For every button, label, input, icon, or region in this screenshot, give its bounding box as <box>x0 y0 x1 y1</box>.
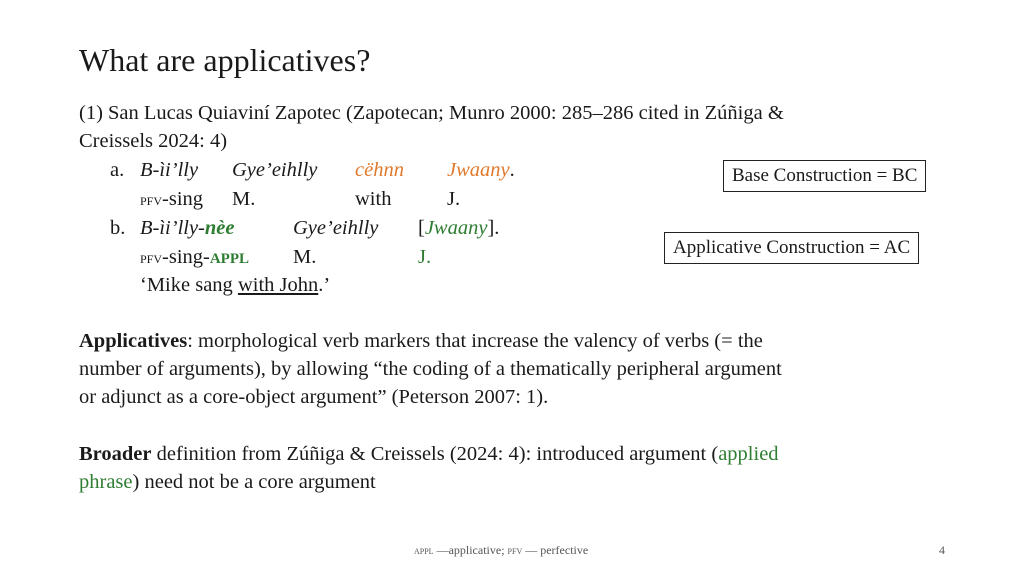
page-number: 4 <box>939 543 945 557</box>
example-a-word1: B-ìi’lly <box>140 159 199 181</box>
example-a-word3: cëhnn <box>355 159 404 181</box>
footer-pfv: pfv <box>507 545 523 557</box>
base-construction-box: Base Construction = BC <box>723 160 926 192</box>
term-broader: Broader <box>79 443 152 465</box>
broader-text1: definition from Zúñiga & Creissels (2024: 4): introduced argument ( <box>151 443 719 465</box>
applicative-construction-box: Applicative Construction = AC <box>664 232 919 264</box>
footer-pfv-gloss: — perfective <box>522 543 589 557</box>
definition-line2: number of arguments), by allowing “the coding of a thematically peripheral argument <box>79 358 782 380</box>
footer-abbreviations <box>414 543 588 558</box>
example-b-word3-group <box>418 217 499 240</box>
translation <box>140 274 330 297</box>
example-b-word3: Jwaany <box>424 217 488 239</box>
broader-line1 <box>79 443 779 466</box>
example-a-gloss1 <box>140 188 203 211</box>
appl-gloss: APPL <box>209 251 250 267</box>
example-a-word4-group <box>447 159 515 182</box>
pfv-abbrev: pfv <box>140 190 163 209</box>
example-intro-line1: (1) San Lucas Quiaviní Zapotec (Zapotecan; Munro 2000: 285–286 cited in Zúñiga & <box>79 102 784 124</box>
definition-line1 <box>79 330 763 353</box>
footer-appl-gloss: —applicative; <box>433 543 508 557</box>
example-a-word2: Gye’eihlly <box>232 159 318 181</box>
translation-underlined: with John <box>237 274 319 296</box>
gloss-sing: -sing- <box>162 246 210 268</box>
broader-text2: ) need not be a core argument <box>132 471 376 493</box>
example-b-word2: Gye’eihlly <box>293 217 379 239</box>
example-b-gloss3: J. <box>418 246 432 268</box>
example-b-word1-stem: B-ìi’lly- <box>140 217 205 239</box>
bracket-open: [ <box>418 217 425 239</box>
example-a-marker: a. <box>110 159 125 181</box>
phrase-term: phrase <box>79 471 133 493</box>
translation-end: .’ <box>318 274 331 296</box>
example-a-gloss2: M. <box>232 188 256 210</box>
example-b-gloss1 <box>140 246 249 269</box>
example-a-period: . <box>509 159 515 181</box>
footer-appl: appl <box>414 545 434 557</box>
slide-title: What are applicatives? <box>79 42 371 78</box>
example-b-appl-suffix: nèe <box>204 217 235 239</box>
example-b-gloss2: M. <box>293 246 317 268</box>
pfv-abbrev: pfv <box>140 248 163 267</box>
gloss-sing: -sing <box>162 188 204 210</box>
applied-term: applied <box>718 443 779 465</box>
example-b-word1 <box>140 217 235 240</box>
broader-line2 <box>79 471 376 494</box>
definition-line3: or adjunct as a core-object argument” (Peterson 2007: 1). <box>79 386 549 408</box>
bracket-close: ]. <box>487 217 500 239</box>
term-applicatives: Applicatives <box>79 330 188 352</box>
definition-text1: : morphological verb markers that increase the valency of verbs (= the <box>187 330 763 352</box>
example-b-marker: b. <box>110 217 126 239</box>
example-a-gloss4: J. <box>447 188 461 210</box>
example-a-gloss3: with <box>355 188 392 210</box>
example-a-word4: Jwaany <box>447 159 510 181</box>
translation-start: ‘Mike sang <box>140 274 238 296</box>
example-intro-line2: Creissels 2024: 4) <box>79 130 228 152</box>
